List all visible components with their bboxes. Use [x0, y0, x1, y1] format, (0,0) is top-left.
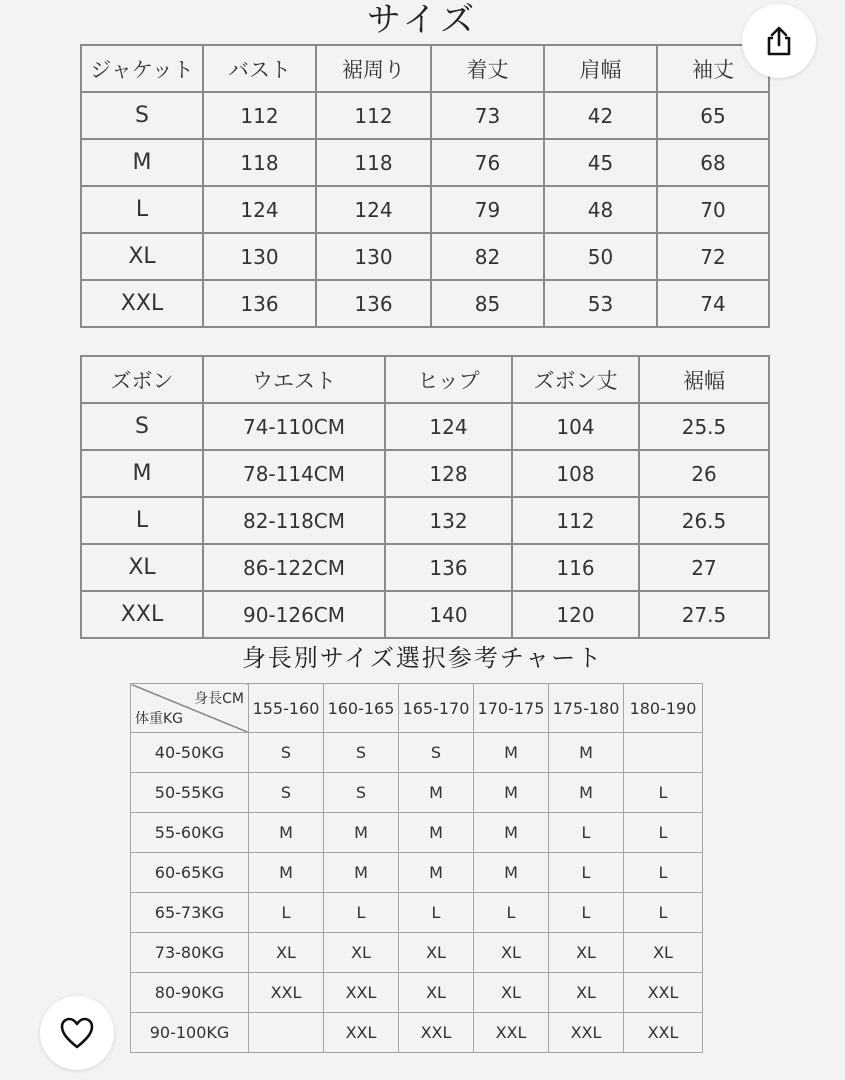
- table-cell: XL: [549, 933, 624, 973]
- table-cell: 79: [431, 186, 544, 233]
- table-row: [131, 973, 703, 1013]
- table-cell: M: [474, 733, 549, 773]
- table-cell: 128: [385, 450, 512, 497]
- column-header: ズボン: [81, 356, 203, 403]
- table-cell: L: [549, 893, 624, 933]
- table-cell: 124: [316, 186, 431, 233]
- table-cell: XXL: [624, 1013, 703, 1053]
- table-cell: M: [474, 853, 549, 893]
- table-cell: 82-118CM: [203, 497, 385, 544]
- table-cell: 74-110CM: [203, 403, 385, 450]
- table-cell: M: [474, 813, 549, 853]
- table-cell: 108: [512, 450, 639, 497]
- table-cell: 72: [657, 233, 769, 280]
- height-range-header: 170-175: [474, 684, 549, 733]
- table-cell: S: [249, 733, 324, 773]
- table-cell: 85: [431, 280, 544, 327]
- table-cell: 112: [512, 497, 639, 544]
- table-cell: XXL: [474, 1013, 549, 1053]
- table-cell: L: [624, 773, 703, 813]
- table-cell: M: [549, 773, 624, 813]
- table-cell: 130: [203, 233, 316, 280]
- table-cell: 45: [544, 139, 657, 186]
- table-cell: 90-126CM: [203, 591, 385, 638]
- table-cell: 65: [657, 92, 769, 139]
- table-row: [81, 233, 769, 280]
- table-row: [81, 450, 769, 497]
- table-row: [81, 92, 769, 139]
- table-cell: 26: [639, 450, 769, 497]
- weight-range-label: 40-50KG: [131, 733, 249, 773]
- table-cell: M: [399, 813, 474, 853]
- height-range-header: 155-160: [249, 684, 324, 733]
- table-cell: L: [474, 893, 549, 933]
- table-cell: M: [249, 853, 324, 893]
- table-cell: S: [324, 773, 399, 813]
- table-row: [131, 733, 703, 773]
- column-header: ジャケット: [81, 45, 203, 92]
- favorite-button[interactable]: [40, 996, 114, 1070]
- size-label: S: [81, 92, 203, 139]
- table-cell: L: [549, 853, 624, 893]
- size-label: XXL: [81, 591, 203, 638]
- table-cell: XL: [549, 973, 624, 1013]
- column-header: ヒップ: [385, 356, 512, 403]
- table-cell: L: [549, 813, 624, 853]
- table-header-row: [81, 356, 769, 403]
- column-header: 肩幅: [544, 45, 657, 92]
- table-cell: XL: [399, 973, 474, 1013]
- table-cell: L: [324, 893, 399, 933]
- weight-range-label: 80-90KG: [131, 973, 249, 1013]
- table-cell: 118: [316, 139, 431, 186]
- pants-size-table: [80, 355, 770, 639]
- table-cell: M: [249, 813, 324, 853]
- table-cell: L: [624, 893, 703, 933]
- table-cell: XXL: [549, 1013, 624, 1053]
- column-header: 袖丈: [657, 45, 769, 92]
- size-label: M: [81, 139, 203, 186]
- column-header: 裾幅: [639, 356, 769, 403]
- table-cell: 27.5: [639, 591, 769, 638]
- table-cell: 76: [431, 139, 544, 186]
- table-row: [81, 139, 769, 186]
- share-button[interactable]: [742, 4, 816, 78]
- table-cell: 70: [657, 186, 769, 233]
- table-cell: S: [399, 733, 474, 773]
- share-icon: [761, 23, 797, 59]
- table-cell: 132: [385, 497, 512, 544]
- table-cell: XL: [399, 933, 474, 973]
- weight-range-label: 50-55KG: [131, 773, 249, 813]
- table-cell: M: [399, 773, 474, 813]
- height-range-header: 180-190: [624, 684, 703, 733]
- weight-range-label: 65-73KG: [131, 893, 249, 933]
- size-label: XXL: [81, 280, 203, 327]
- table-cell: [624, 733, 703, 773]
- column-header: 着丈: [431, 45, 544, 92]
- table-cell: M: [549, 733, 624, 773]
- size-label: XL: [81, 233, 203, 280]
- table-cell: 78-114CM: [203, 450, 385, 497]
- table-cell: 53: [544, 280, 657, 327]
- table-cell: 26.5: [639, 497, 769, 544]
- table-cell: 104: [512, 403, 639, 450]
- weight-range-label: 90-100KG: [131, 1013, 249, 1053]
- table-cell: [249, 1013, 324, 1053]
- weight-axis-label: 体重KG: [135, 711, 184, 727]
- table-cell: 136: [385, 544, 512, 591]
- table-cell: S: [324, 733, 399, 773]
- height-range-header: 165-170: [399, 684, 474, 733]
- table-row: [81, 544, 769, 591]
- table-cell: 124: [203, 186, 316, 233]
- heart-icon: [58, 1014, 96, 1052]
- table-row: [131, 933, 703, 973]
- table-cell: XXL: [249, 973, 324, 1013]
- table-cell: M: [399, 853, 474, 893]
- height-weight-reference-table: [130, 683, 703, 1053]
- table-row: [131, 893, 703, 933]
- table-cell: 86-122CM: [203, 544, 385, 591]
- table-cell: 120: [512, 591, 639, 638]
- table-cell: 82: [431, 233, 544, 280]
- column-header: ウエスト: [203, 356, 385, 403]
- weight-range-label: 60-65KG: [131, 853, 249, 893]
- table-cell: XXL: [624, 973, 703, 1013]
- table-cell: XXL: [324, 1013, 399, 1053]
- table-cell: 124: [385, 403, 512, 450]
- table-cell: 136: [203, 280, 316, 327]
- table-row: [131, 853, 703, 893]
- column-header: 裾周り: [316, 45, 431, 92]
- table-cell: XL: [624, 933, 703, 973]
- table-cell: S: [249, 773, 324, 813]
- table-cell: M: [324, 813, 399, 853]
- table-row: [81, 591, 769, 638]
- table-cell: 25.5: [639, 403, 769, 450]
- table-cell: L: [624, 813, 703, 853]
- table-cell: 42: [544, 92, 657, 139]
- table-cell: XL: [474, 973, 549, 1013]
- table-cell: 136: [316, 280, 431, 327]
- jacket-size-table: [80, 44, 770, 328]
- size-label: L: [81, 186, 203, 233]
- table-cell: 68: [657, 139, 769, 186]
- table-cell: 112: [316, 92, 431, 139]
- table-cell: 116: [512, 544, 639, 591]
- table-cell: 48: [544, 186, 657, 233]
- reference-chart-title: 身長別サイズ選択参考チャート: [241, 644, 604, 672]
- column-header: バスト: [203, 45, 316, 92]
- table-row: [81, 403, 769, 450]
- table-row: [81, 497, 769, 544]
- height-range-header: 175-180: [549, 684, 624, 733]
- table-cell: 73: [431, 92, 544, 139]
- size-label: XL: [81, 544, 203, 591]
- corner-header-cell: [131, 684, 249, 733]
- table-cell: M: [474, 773, 549, 813]
- weight-range-label: 73-80KG: [131, 933, 249, 973]
- table-row: [131, 813, 703, 853]
- table-cell: XXL: [324, 973, 399, 1013]
- table-header-row: [81, 45, 769, 92]
- page-title: サイズ: [366, 0, 479, 40]
- size-label: L: [81, 497, 203, 544]
- table-cell: 118: [203, 139, 316, 186]
- table-row: [81, 280, 769, 327]
- table-cell: 27: [639, 544, 769, 591]
- table-cell: 74: [657, 280, 769, 327]
- table-row: [131, 773, 703, 813]
- table-cell: XL: [249, 933, 324, 973]
- table-cell: XL: [324, 933, 399, 973]
- table-cell: 50: [544, 233, 657, 280]
- table-cell: L: [624, 853, 703, 893]
- size-label: M: [81, 450, 203, 497]
- table-cell: 112: [203, 92, 316, 139]
- table-cell: M: [324, 853, 399, 893]
- column-header: ズボン丈: [512, 356, 639, 403]
- table-cell: XL: [474, 933, 549, 973]
- table-cell: L: [399, 893, 474, 933]
- table-row: [81, 186, 769, 233]
- table-header-row: [131, 684, 703, 733]
- height-range-header: 160-165: [324, 684, 399, 733]
- table-row: [131, 1013, 703, 1053]
- table-cell: 140: [385, 591, 512, 638]
- size-label: S: [81, 403, 203, 450]
- table-cell: L: [249, 893, 324, 933]
- table-cell: XXL: [399, 1013, 474, 1053]
- height-axis-label: 身長CM: [194, 691, 244, 707]
- table-cell: 130: [316, 233, 431, 280]
- weight-range-label: 55-60KG: [131, 813, 249, 853]
